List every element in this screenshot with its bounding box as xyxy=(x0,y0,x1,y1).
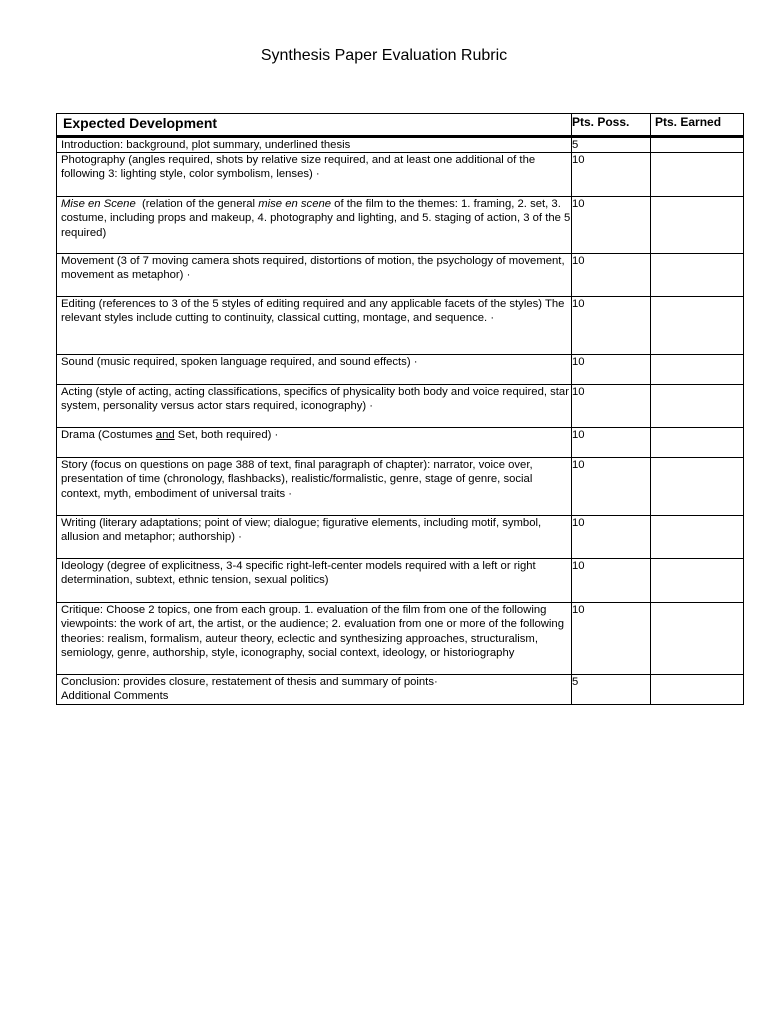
criterion-text: (relation of the general xyxy=(135,198,259,211)
points-possible: 10 xyxy=(572,603,651,675)
table-row xyxy=(57,137,744,153)
points-earned-cell[interactable] xyxy=(651,254,744,297)
criterion-ideology: Ideology (degree of explicitness, 3-4 specific right-left-center models required with a left or right determination, subtext, ethnic tension, sexual politics) xyxy=(57,559,572,603)
points-possible: 10 xyxy=(572,254,651,297)
points-earned-cell[interactable] xyxy=(651,355,744,385)
criterion-photography: Photography (angles required, shots by relative size required, and at least one additional of the following 3: lighting style, color symbolism, lenses) · xyxy=(57,153,572,197)
criterion-sound: Sound (music required, spoken language required, and sound effects) · xyxy=(57,355,572,385)
header-pts-earned: Pts. Earned xyxy=(651,114,744,137)
criterion-editing: Editing (references to 3 of the 5 styles of editing required and any applicable facets of the styles) The relevant styles include cutting to continuity, classical cutting, montage, and sequence. · xyxy=(57,297,572,355)
criterion-introduction: Introduction: background, plot summary, underlined thesis xyxy=(57,137,572,153)
table-row xyxy=(57,458,744,516)
points-earned-cell[interactable] xyxy=(651,458,744,516)
table-header-row xyxy=(57,114,744,137)
table-row xyxy=(57,385,744,428)
points-earned-cell[interactable] xyxy=(651,675,744,704)
points-possible: 10 xyxy=(572,297,651,355)
points-possible: 10 xyxy=(572,516,651,559)
criterion-story: Story (focus on questions on page 388 of text, final paragraph of chapter): narrator, voice over, presentation of time (chronology, flashbacks), realistic/formalistic, genre, stage of genre, social context, myth, embodiment of universal traits · xyxy=(57,458,572,516)
criterion-text: Set, both required) · xyxy=(174,429,279,442)
points-earned-cell[interactable] xyxy=(651,137,744,153)
criterion-text: of the film to the themes: 1. framing, 2. set, 3. costume, including props and makeup, 4. photography and lighting, and 5. staging of action, 3 of the 5 required) xyxy=(61,198,571,239)
table-row xyxy=(57,559,744,603)
mise-en-scene-term: Mise en Scene xyxy=(61,198,136,211)
table-row xyxy=(57,297,744,355)
points-possible: 10 xyxy=(572,559,651,603)
table-row xyxy=(57,153,744,197)
table-row xyxy=(57,603,744,675)
points-possible: 5 xyxy=(572,675,651,704)
header-pts-possible: Pts. Poss. xyxy=(572,114,651,137)
page-title: Synthesis Paper Evaluation Rubric xyxy=(260,47,508,64)
additional-comments-label: Additional Comments xyxy=(61,690,169,703)
points-earned-cell[interactable] xyxy=(651,153,744,197)
points-possible: 10 xyxy=(572,355,651,385)
points-earned-cell[interactable] xyxy=(651,385,744,428)
points-earned-cell[interactable] xyxy=(651,297,744,355)
points-possible: 5 xyxy=(572,137,651,153)
table-row xyxy=(57,675,744,704)
table-row xyxy=(57,355,744,385)
points-possible: 10 xyxy=(572,153,651,197)
underlined-word: and xyxy=(155,429,175,442)
points-earned-cell[interactable] xyxy=(651,428,744,458)
criterion-critique: Critique: Choose 2 topics, one from each group. 1. evaluation of the film from one of the following viewpoints: the work of art, the artist, or the audience; 2. evaluation from one or more of the following theories: realism, formalism, auteur theory, eclectic and synthesizing approaches, structuralism, semiology, genre, authorship, style, iconography, social context, ideology, or historiography xyxy=(57,603,572,675)
mise-en-scene-term: mise en scene xyxy=(258,198,332,211)
criterion-text: Conclusion: provides closure, restatement of thesis and summary of points· xyxy=(61,676,438,689)
points-earned-cell[interactable] xyxy=(651,603,744,675)
points-possible: 10 xyxy=(572,458,651,516)
points-earned-cell[interactable] xyxy=(651,197,744,254)
table-row xyxy=(57,516,744,559)
points-possible: 10 xyxy=(572,197,651,254)
table-row xyxy=(57,197,744,254)
table-row xyxy=(57,428,744,458)
criterion-drama xyxy=(57,428,572,458)
criterion-mise-en-scene xyxy=(57,197,572,254)
criterion-writing: Writing (literary adaptations; point of view; dialogue; figurative elements, including motif, symbol, allusion and metaphor; authorship) · xyxy=(57,516,572,559)
table-row xyxy=(57,254,744,297)
points-earned-cell[interactable] xyxy=(651,516,744,559)
rubric-table xyxy=(56,113,744,705)
points-possible: 10 xyxy=(572,428,651,458)
criterion-conclusion xyxy=(57,675,572,704)
criterion-acting: Acting (style of acting, acting classifications, specifics of physicality both body and voice required, star system, personality versus actor stars required, iconography) · xyxy=(57,385,572,428)
criterion-text: Drama (Costumes xyxy=(61,429,156,442)
header-expected-development: Expected Development xyxy=(57,114,572,137)
points-earned-cell[interactable] xyxy=(651,559,744,603)
criterion-movement: Movement (3 of 7 moving camera shots required, distortions of motion, the psychology of movement, movement as metaphor) · xyxy=(57,254,572,297)
points-possible: 10 xyxy=(572,385,651,428)
